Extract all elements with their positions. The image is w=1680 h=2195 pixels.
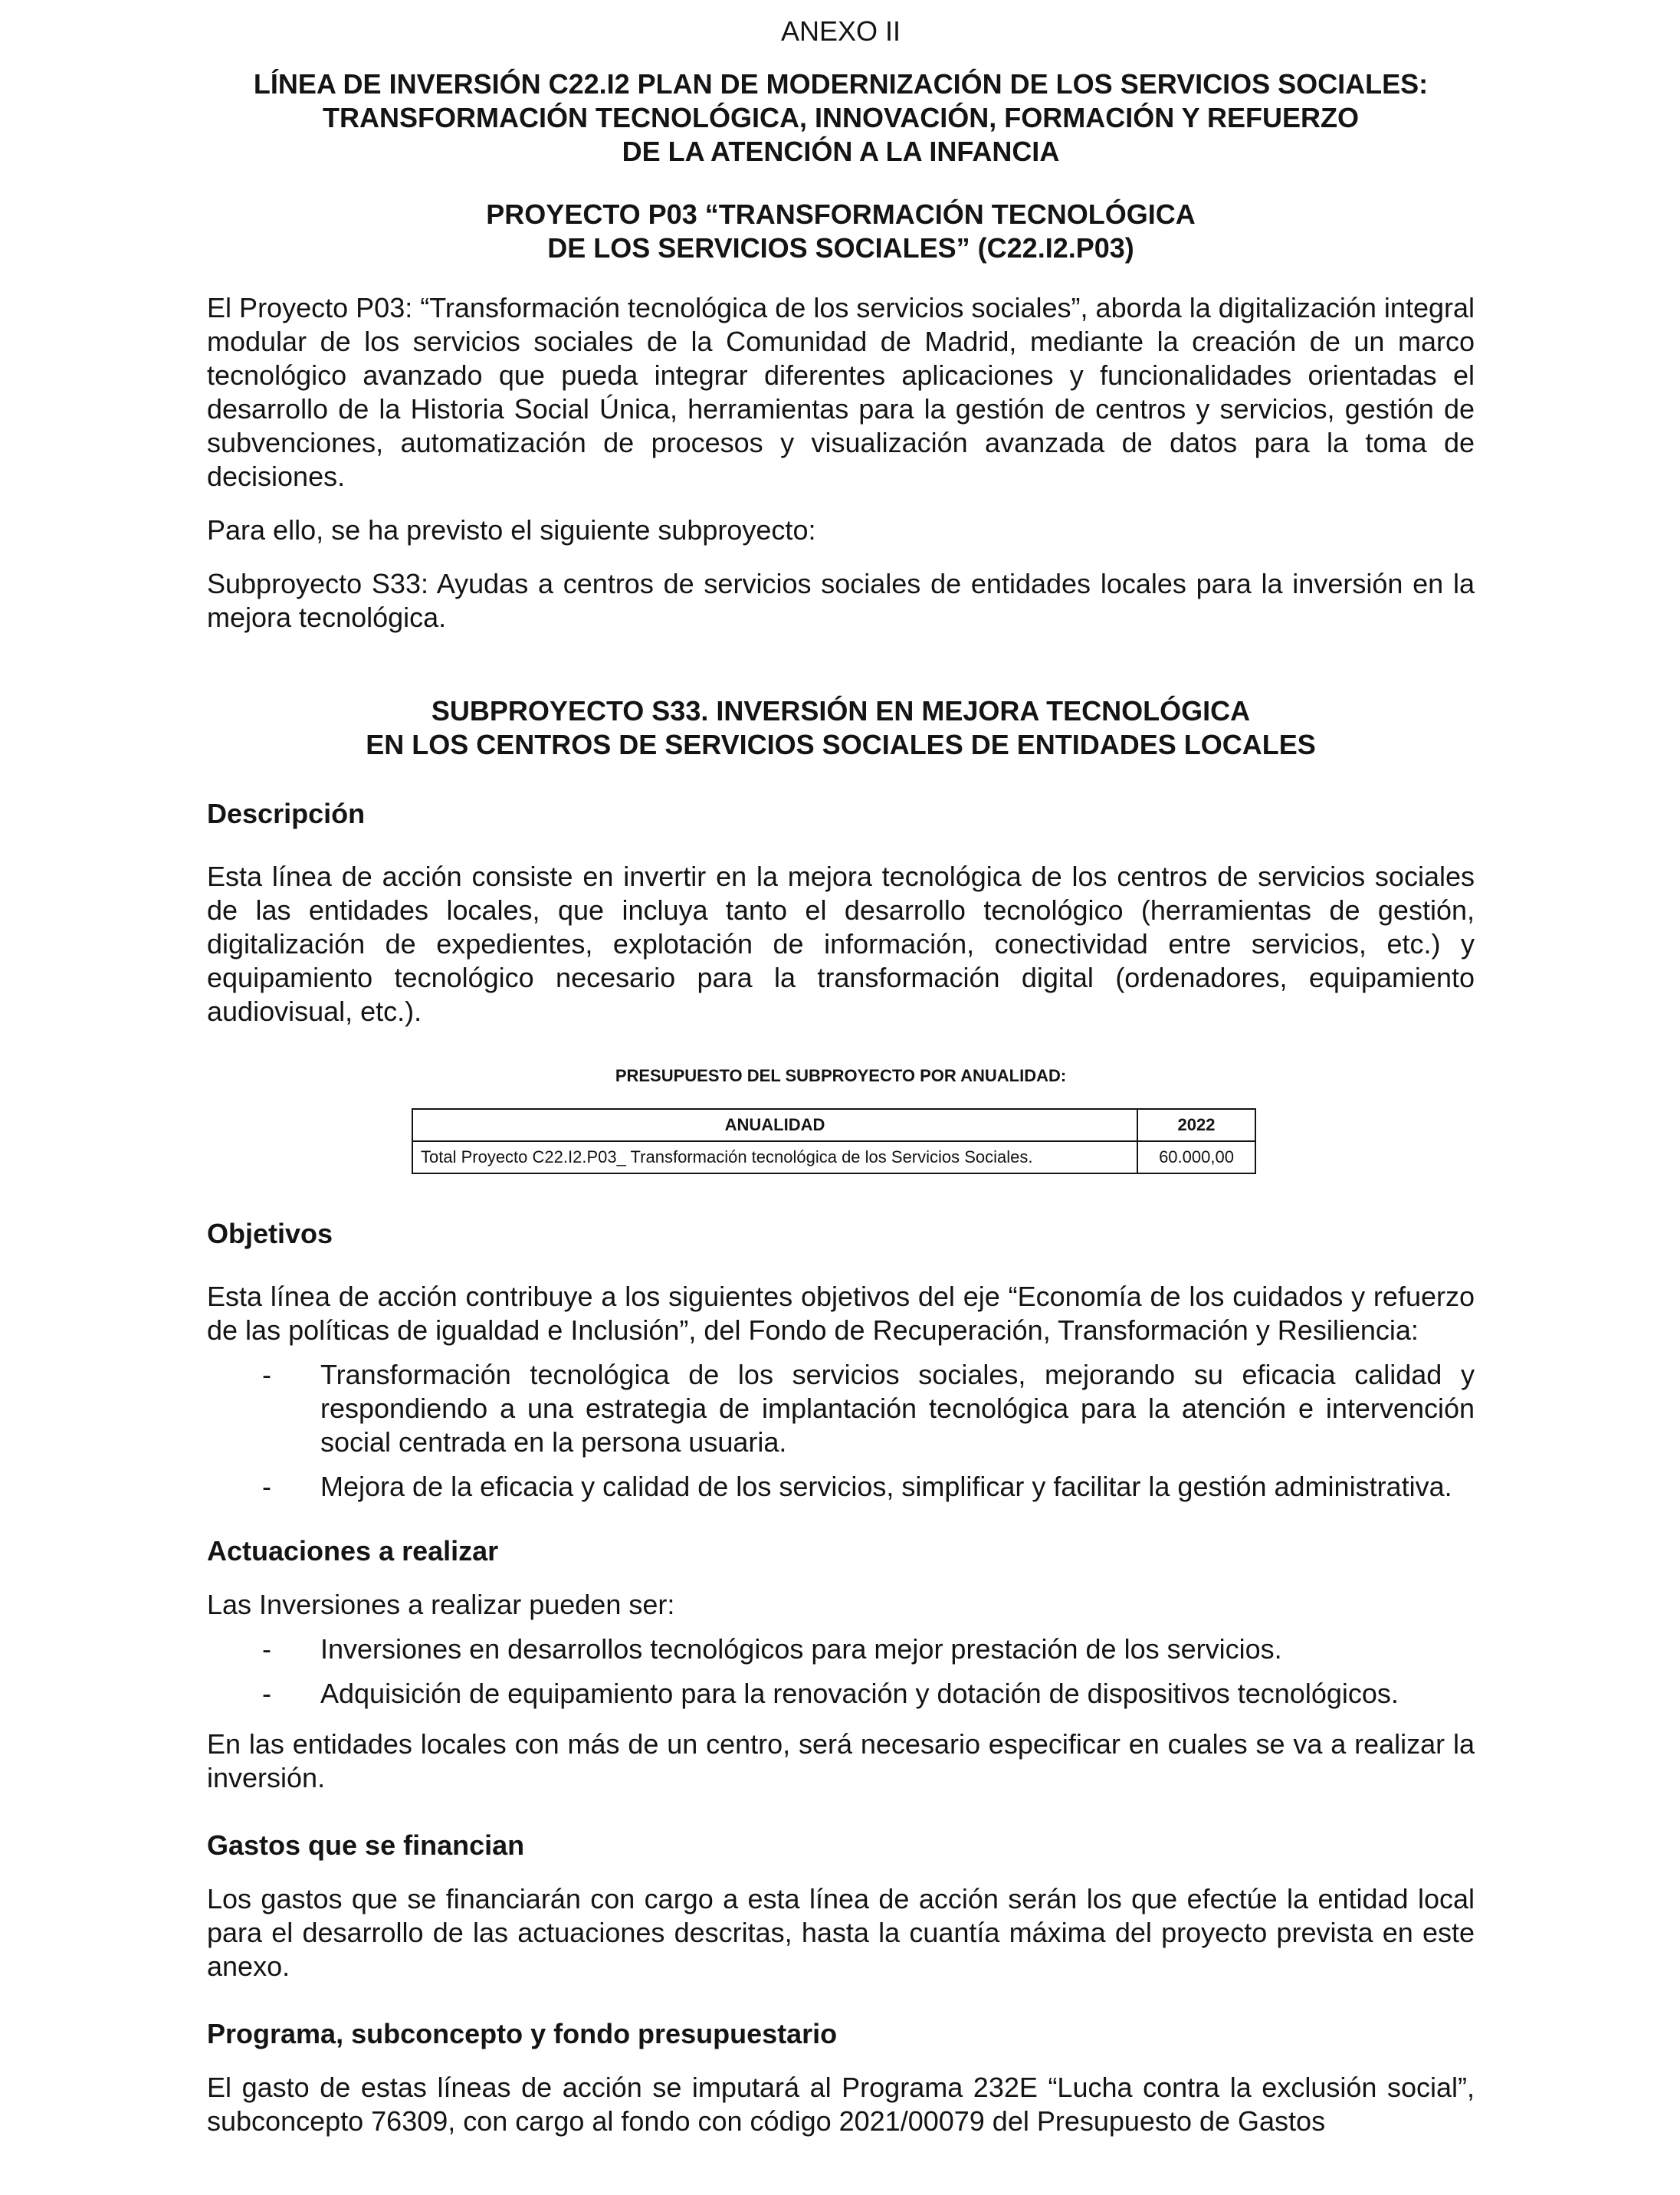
investment-line-title-line-1: LÍNEA DE INVERSIÓN C22.I2 PLAN DE MODERNIZACIÓN DE LOS SERVICIOS SOCIALES:: [253, 68, 1429, 100]
objectives-heading: Objetivos: [207, 1218, 333, 1249]
expenses-text: Los gastos que se financiarán con cargo a esta línea de acción serán los que efectúe la entidad local para el desarrollo de las actuaciones descritas, hasta la cuantía máxima del proyecto prevista en este anexo.: [207, 1883, 1475, 1982]
subproject-line: Subproyecto S33: Ayudas a centros de servicios sociales de entidades locales para la inversión en la mejora tecnológica.: [207, 568, 1475, 633]
description-heading: Descripción: [207, 798, 366, 829]
list-item: [207, 1632, 1475, 1666]
project-title: [207, 198, 1475, 265]
actions-note: En las entidades locales con más de un centro, será necesario especificar en cuales se va a realizar la inversión.: [207, 1728, 1475, 1793]
budget-caption: PRESUPUESTO DEL SUBPROYECTO POR ANUALIDAD:: [615, 1066, 1067, 1085]
budget-header-anualidad: ANUALIDAD: [412, 1109, 1137, 1141]
program-heading: Programa, subconcepto y fondo presupuestario: [207, 2018, 838, 2049]
dash-bullet: -: [262, 1359, 271, 1390]
dash-bullet: -: [262, 1633, 271, 1665]
list-item: [207, 1358, 1475, 1459]
list-item: [207, 1677, 1475, 1711]
project-title-line-1: PROYECTO P03 “TRANSFORMACIÓN TECNOLÓGICA: [486, 199, 1196, 230]
actions-heading: Actuaciones a realizar: [207, 1535, 499, 1567]
list-item: [207, 1470, 1475, 1504]
objectives-text: Esta línea de acción contribuye a los siguientes objetivos del eje “Economía de los cuidados y refuerzo de las políticas de igualdad e Inclusión”, del Fondo de Recuperación, Transformación y Resiliencia:: [207, 1281, 1475, 1346]
description-text: Esta línea de acción consiste en invertir en la mejora tecnológica de los centros de servicios sociales de las entidades locales, que incluya tanto el desarrollo tecnológico (herramientas de gestión, digitalización de expedientes, explotación de información, conectividad entre servicios, etc.) y equipamiento tecnológico necesario para la transformación digital (ordenadores, equipamiento audiovisual, etc.).: [207, 861, 1475, 1027]
dash-bullet: -: [262, 1678, 271, 1709]
investment-line-title-line-2: TRANSFORMACIÓN TECNOLÓGICA, INNOVACIÓN, FORMACIÓN Y REFUERZO: [322, 102, 1359, 133]
actions-list: [207, 1632, 1475, 1711]
budget-table: [412, 1108, 1256, 1174]
budget-row-amount: 60.000,00: [1137, 1141, 1255, 1173]
action-item-2: Adquisición de equipamiento para la renovación y dotación de dispositivos tecnológicos.: [320, 1678, 1399, 1709]
dash-bullet: -: [262, 1471, 271, 1502]
investment-line-title-line-3: DE LA ATENCIÓN A LA INFANCIA: [622, 136, 1060, 167]
actions-text: Las Inversiones a realizar pueden ser:: [207, 1589, 675, 1620]
subproject-intro: Para ello, se ha previsto el siguiente subproyecto:: [207, 514, 816, 546]
project-title-line-2: DE LOS SERVICIOS SOCIALES” (C22.I2.P03): [547, 232, 1134, 264]
objective-item-2: Mejora de la eficacia y calidad de los servicios, simplificar y facilitar la gestión administrativa.: [320, 1471, 1452, 1502]
action-item-1: Inversiones en desarrollos tecnológicos para mejor prestación de los servicios.: [320, 1633, 1282, 1665]
document-page: [207, 0, 1475, 2158]
objective-item-1: Transformación tecnológica de los servicios sociales, mejorando su eficacia calidad y respondiendo a una estrategia de implantación tecnológica para la atención e intervención social centrada en la persona usuaria.: [320, 1359, 1475, 1458]
intro-paragraph: El Proyecto P03: “Transformación tecnológica de los servicios sociales”, aborda la digitalización integral modular de los servicios sociales de la Comunidad de Madrid, mediante la creación de un marco tecnológico avanzado que pueda integrar diferentes aplicaciones y funcionalidades orientadas el desarrollo de la Historia Social Única, herramientas para la gestión de centros y servicios, gestión de subvenciones, automatización de procesos y visualización avanzada de datos para la toma de decisiones.: [207, 292, 1475, 492]
investment-line-title: [207, 67, 1475, 169]
table-row: [412, 1141, 1255, 1173]
program-text: El gasto de estas líneas de acción se imputará al Programa 232E “Lucha contra la exclusión social”, subconcepto 76309, con cargo al fondo con código 2021/00079 del Presupuesto de Gastos: [207, 2072, 1475, 2137]
annex-label: ANEXO II: [780, 15, 901, 47]
budget-row-description: Total Proyecto C22.I2.P03_ Transformación tecnológica de los Servicios Sociales.: [412, 1141, 1137, 1173]
budget-header-year: 2022: [1137, 1109, 1255, 1141]
expenses-heading: Gastos que se financian: [207, 1829, 525, 1861]
objectives-list: [207, 1358, 1475, 1504]
subproject-title-line-2: EN LOS CENTROS DE SERVICIOS SOCIALES DE ENTIDADES LOCALES: [366, 729, 1316, 760]
subproject-title-line-1: SUBPROYECTO S33. INVERSIÓN EN MEJORA TECNOLÓGICA: [431, 695, 1251, 727]
budget-table-header-row: [412, 1109, 1255, 1141]
subproject-title: [207, 694, 1475, 762]
